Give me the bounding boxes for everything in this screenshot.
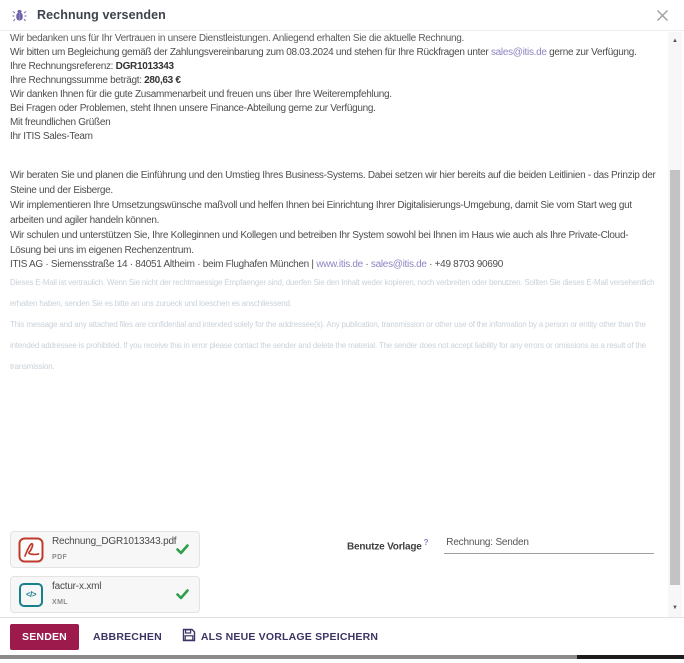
attachment-filename: Rechnung_DGR1013343.pdf <box>52 535 177 547</box>
close-button[interactable] <box>652 5 672 25</box>
floppy-save-icon <box>182 628 196 645</box>
save-as-template-label: ALS NEUE VORLAGE SPEICHERN <box>200 630 379 643</box>
email-regards-line: Mit freundlichen Grüßen <box>10 117 111 128</box>
invoice-sum-line <box>10 74 658 88</box>
payment-text: Wir bitten um Begleichung gemäß der Zahlungsvereinbarung zum 08.03.2024 und stehen für Ihre Rückfragen unter <box>10 47 491 58</box>
dialog-footer <box>0 617 684 655</box>
disclaimer-german: Dieses E-Mail ist vertraulich. Wenn Sie nicht der rechtmaessige Empfaenger sind, duerfen Sie den Inhalt weder kopieren, noch verbreiten oder benutzen. Sollten Sie dieses E-Mail versehentlich erhalten haben, senden Sie es bitte an uns zurueck und loeschen es anschliessend. <box>10 278 655 308</box>
bottom-window-edge <box>0 655 684 659</box>
attachment-meta <box>52 580 101 610</box>
attachment-xml-card[interactable] <box>10 576 200 613</box>
xml-file-icon <box>18 582 44 608</box>
bottom-edge-dark <box>577 655 684 659</box>
invoice-reference-value: DGR1013343 <box>115 61 174 72</box>
attachment-list <box>10 531 200 613</box>
scroll-down-icon[interactable]: ▼ <box>672 605 678 611</box>
about-line-3: Wir schulen und unterstützen Sie, Ihre Kolleginnen und Kollegen und betreiben Ihr System sowohl bei Ihnen im Haus wie auch als Ihre Private-Cloud-Lösung bei uns im eigenen Rechenzentrum. <box>10 230 629 256</box>
attachment-filename: factur-x.xml <box>52 580 102 592</box>
help-icon[interactable]: ? <box>423 538 429 547</box>
about-line-1: Wir beraten Sie und planen die Einführung und den Umstieg Ihres Business-Systems. Dabei setzen wir hier bereits auf die beiden Leitlinien - das Prinzip der Steine und der Eisberge. <box>10 170 656 196</box>
about-line-2: Wir implementieren Ihre Umsetzungswünsche maßvoll und helfen Ihnen bei Einrichtung Ihrer Digitalisierungs-Umgebung, damit Sie vom Start weg gut arbeiten und agiler handeln können. <box>10 200 632 226</box>
email-thanks-line: Wir danken Ihnen für die gute Zusammenarbeit und freuen uns über Ihre Weiterempfehlung. <box>10 89 392 100</box>
email-intro-line: Wir bedanken uns für Ihr Vertrauen in unsere Dienstleistungen. Anliegend erhalten Sie die aktuelle Rechnung. <box>10 33 465 44</box>
company-separator: · <box>362 259 371 270</box>
attachment-filetype: XML <box>52 598 68 606</box>
attachments-and-template-row <box>10 531 654 613</box>
dialog-header <box>0 0 684 31</box>
invoice-sum-value: 280,63 € <box>144 75 181 86</box>
company-signature-line <box>10 258 658 272</box>
pdf-file-icon <box>18 537 44 563</box>
bug-icon <box>12 8 27 23</box>
template-field-group <box>347 536 654 554</box>
attachment-pdf-card[interactable] <box>10 531 200 568</box>
email-preview <box>0 32 684 617</box>
company-email-link[interactable]: sales@itis.de <box>370 259 427 270</box>
cancel-button[interactable]: ABBRECHEN <box>83 624 172 650</box>
template-label-text: Benutze Vorlage <box>347 541 422 553</box>
company-phone: · +49 8703 90690 <box>426 259 504 270</box>
email-payment-line <box>10 46 658 60</box>
close-icon <box>656 9 669 22</box>
sales-email-link[interactable]: sales@itis.de <box>490 47 547 58</box>
attachment-meta <box>52 535 176 565</box>
company-about-paragraph <box>10 168 658 258</box>
scrollbar-thumb[interactable] <box>670 170 680 585</box>
invoice-sum-label: Ihre Rechnungssumme beträgt: <box>10 75 145 86</box>
invoice-reference-label: Ihre Rechnungsreferenz: <box>10 61 116 72</box>
send-button[interactable]: SENDEN <box>10 624 79 650</box>
company-website-link[interactable]: www.itis.de <box>316 259 363 270</box>
check-icon <box>176 544 189 555</box>
bottom-edge-grey <box>0 655 577 659</box>
code-icon: </> <box>19 583 43 607</box>
payment-text-after: gerne zur Verfügung. <box>546 47 637 58</box>
dialog-title: Rechnung versenden <box>37 8 166 22</box>
template-input[interactable] <box>444 536 654 554</box>
attachment-filetype: PDF <box>52 553 68 561</box>
check-icon <box>176 589 189 600</box>
template-field-label <box>347 536 428 554</box>
scroll-up-icon[interactable]: ▲ <box>672 38 678 44</box>
email-team-line: Ihr ITIS Sales-Team <box>10 131 93 142</box>
email-questions-line: Bei Fragen oder Problemen, steht Ihnen unsere Finance-Abteilung gerne zur Verfügung. <box>10 103 376 114</box>
save-as-template-button[interactable] <box>176 621 384 652</box>
invoice-reference-line <box>10 60 658 74</box>
vertical-scrollbar[interactable] <box>668 32 682 617</box>
company-address: ITIS AG · Siemensstraße 14 · 84051 Altheim · beim Flughafen München | <box>10 259 317 270</box>
disclaimer-english: This message and any attached files are confidential and intended solely for the addressee(s). Any publication, transmission or other use of the information by a person or entity other than the intended addressee is prohibited. If you receive this in error please contact the sender and delete the material. The sender does not accept liability for any errors or omissions as a result of the transmission. <box>10 320 646 371</box>
